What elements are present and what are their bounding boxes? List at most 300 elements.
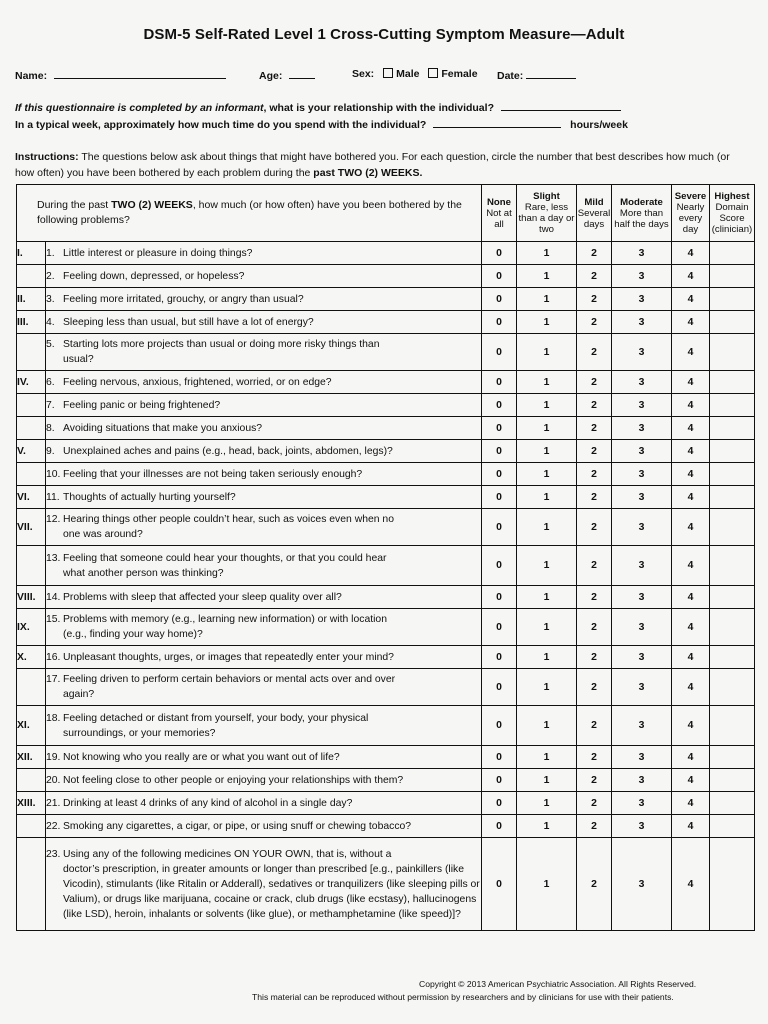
- domain-label: [17, 394, 46, 417]
- question-text: Feeling nervous, anxious, frightened, worried, or on edge?: [63, 376, 332, 388]
- score-option-1[interactable]: 1: [517, 417, 577, 440]
- domain-score-cell[interactable]: [710, 417, 755, 440]
- question-row: [17, 669, 755, 706]
- domain-score-cell[interactable]: [710, 311, 755, 334]
- domain-label: [17, 463, 46, 486]
- score-option-4[interactable]: 4: [672, 669, 710, 706]
- instructions-label: Instructions:: [15, 151, 79, 163]
- question-cell: [46, 586, 482, 609]
- question-text: Drinking at least 4 drinks of any kind of alcohol in a single day?: [63, 797, 353, 809]
- score-option-0[interactable]: 0: [482, 706, 517, 746]
- domain-score-cell[interactable]: [710, 586, 755, 609]
- question-text: Hearing things other people couldn’t hear, such as voices even when no: [63, 514, 394, 525]
- score-option-1[interactable]: 1: [517, 546, 577, 586]
- date-label: Date:: [497, 70, 524, 82]
- hours-unit-label: hours/week: [570, 119, 628, 131]
- prompt-pre: During the past: [37, 199, 112, 211]
- question-cell: [46, 463, 482, 486]
- domain-score-cell[interactable]: [710, 334, 755, 371]
- domain-label: V.: [17, 440, 46, 463]
- score-option-1[interactable]: 1: [517, 440, 577, 463]
- sex-field: [352, 68, 478, 80]
- score-option-0[interactable]: 0: [482, 792, 517, 815]
- score-option-1[interactable]: 1: [517, 669, 577, 706]
- score-option-0[interactable]: 0: [482, 311, 517, 334]
- instructions-end: .: [419, 167, 423, 179]
- question-text: Smoking any cigarettes, a cigar, or pipe, or using snuff or chewing tobacco?: [63, 820, 412, 832]
- score-option-2[interactable]: 2: [577, 486, 612, 509]
- age-label: Age:: [259, 70, 283, 82]
- score-option-1[interactable]: 1: [517, 815, 577, 838]
- score-option-4[interactable]: 4: [672, 792, 710, 815]
- question-row: [17, 815, 755, 838]
- question-row: [17, 417, 755, 440]
- score-option-1[interactable]: 1: [517, 242, 577, 265]
- score-option-1[interactable]: 1: [517, 334, 577, 371]
- score-option-2[interactable]: 2: [577, 440, 612, 463]
- score-option-4[interactable]: 4: [672, 371, 710, 394]
- question-cell: [46, 546, 482, 586]
- question-text: Problems with memory (e.g., learning new information) or with location: [63, 614, 387, 625]
- score-option-0[interactable]: 0: [482, 288, 517, 311]
- domain-label: I.: [17, 242, 46, 265]
- header-title: Moderate: [620, 196, 663, 208]
- score-option-4[interactable]: 4: [672, 334, 710, 371]
- question-number: 11.: [46, 491, 60, 503]
- header-highest-domain-score: [710, 185, 755, 242]
- score-option-1[interactable]: 1: [517, 371, 577, 394]
- question-text: Feeling detached or distant from yourself, your body, your physical: [63, 712, 369, 724]
- score-option-4[interactable]: 4: [672, 646, 710, 669]
- question-text-continued: surroundings, or your memories?: [63, 727, 216, 739]
- domain-score-cell[interactable]: [710, 288, 755, 311]
- score-option-3[interactable]: 3: [612, 417, 672, 440]
- question-text: Avoiding situations that make you anxious?: [63, 422, 263, 434]
- score-option-2[interactable]: 2: [577, 463, 612, 486]
- male-label: Male: [396, 68, 420, 80]
- score-option-0[interactable]: 0: [482, 509, 517, 546]
- score-option-1[interactable]: 1: [517, 509, 577, 546]
- domain-score-cell[interactable]: [710, 669, 755, 706]
- domain-label: [17, 265, 46, 288]
- score-option-0[interactable]: 0: [482, 669, 517, 706]
- score-option-3[interactable]: 3: [612, 371, 672, 394]
- score-option-2[interactable]: 2: [577, 334, 612, 371]
- question-number: 1.: [46, 247, 55, 259]
- time-question-text: In a typical week, approximately how much time do you spend with the individual?: [15, 119, 427, 131]
- question-row: [17, 486, 755, 509]
- question-row: [17, 242, 755, 265]
- score-option-1[interactable]: 1: [517, 769, 577, 792]
- question-text: Little interest or pleasure in doing things?: [63, 247, 253, 259]
- question-row: [17, 334, 755, 371]
- score-option-2[interactable]: 2: [577, 646, 612, 669]
- score-option-0[interactable]: 0: [482, 546, 517, 586]
- score-option-4[interactable]: 4: [672, 486, 710, 509]
- question-row: [17, 586, 755, 609]
- permission-notice: This material can be reproduced without permission by researchers and by clinicians for use with their patients.: [252, 992, 674, 1002]
- question-row: [17, 609, 755, 646]
- question-cell: [46, 509, 482, 546]
- score-option-0[interactable]: 0: [482, 394, 517, 417]
- score-option-2[interactable]: 2: [577, 265, 612, 288]
- domain-score-cell[interactable]: [710, 815, 755, 838]
- instructions-emphasis: past TWO (2) WEEKS: [313, 167, 420, 179]
- domain-score-cell[interactable]: [710, 265, 755, 288]
- table-prompt: [17, 185, 482, 242]
- informant-time-line: [15, 117, 628, 131]
- score-option-3[interactable]: 3: [612, 334, 672, 371]
- instructions: [15, 149, 750, 181]
- score-option-1[interactable]: 1: [517, 706, 577, 746]
- header-mild: [577, 185, 612, 242]
- domain-score-cell[interactable]: [710, 463, 755, 486]
- question-text: Unpleasant thoughts, urges, or images that repeatedly enter your mind?: [63, 651, 394, 663]
- score-option-0[interactable]: 0: [482, 586, 517, 609]
- question-cell: [46, 769, 482, 792]
- domain-label: IV.: [17, 371, 46, 394]
- domain-label: VIII.: [17, 586, 46, 609]
- score-option-4[interactable]: 4: [672, 288, 710, 311]
- score-option-3[interactable]: 3: [612, 242, 672, 265]
- question-cell: [46, 706, 482, 746]
- domain-label: [17, 546, 46, 586]
- sex-label: Sex:: [352, 68, 375, 80]
- female-option[interactable]: [428, 68, 477, 80]
- question-cell: [46, 669, 482, 706]
- score-option-4[interactable]: 4: [672, 746, 710, 769]
- domain-score-cell[interactable]: [710, 792, 755, 815]
- domain-score-cell[interactable]: [710, 706, 755, 746]
- header-subtitle: Rare, less than a day or two: [518, 202, 575, 235]
- question-number: 4.: [46, 316, 55, 328]
- header-subtitle: Nearly every day: [676, 202, 705, 235]
- question-number: 14.: [46, 591, 61, 603]
- question-cell: [46, 792, 482, 815]
- header-subtitle: Not at all: [486, 207, 512, 230]
- question-text: Unexplained aches and pains (e.g., head, back, joints, abdomen, legs)?: [63, 445, 393, 457]
- question-row: [17, 265, 755, 288]
- score-option-3[interactable]: 3: [612, 440, 672, 463]
- header-subtitle: Several days: [577, 207, 611, 230]
- score-option-4[interactable]: 4: [672, 769, 710, 792]
- question-text: Starting lots more projects than usual or doing more risky things than: [63, 339, 380, 350]
- score-option-2[interactable]: 2: [577, 815, 612, 838]
- domain-label: XII.: [17, 746, 46, 769]
- score-option-3[interactable]: 3: [612, 288, 672, 311]
- domain-label: VII.: [17, 509, 46, 546]
- domain-label: VI.: [17, 486, 46, 509]
- score-option-0[interactable]: 0: [482, 265, 517, 288]
- informant-question-text: , what is your relationship with the individual?: [263, 102, 494, 114]
- question-cell: [46, 838, 482, 931]
- question-number: 20.: [46, 774, 61, 786]
- score-option-2[interactable]: 2: [577, 371, 612, 394]
- copyright-notice: Copyright © 2013 American Psychiatric Association. All Rights Reserved.: [419, 979, 697, 989]
- score-option-0[interactable]: 0: [482, 746, 517, 769]
- score-option-3[interactable]: 3: [612, 265, 672, 288]
- question-text: Feeling more irritated, grouchy, or angry than usual?: [63, 293, 304, 305]
- score-option-3[interactable]: 3: [612, 746, 672, 769]
- question-cell: [46, 288, 482, 311]
- domain-label: XIII.: [17, 792, 46, 815]
- domain-label: [17, 838, 46, 931]
- score-option-2[interactable]: 2: [577, 394, 612, 417]
- domain-score-cell[interactable]: [710, 394, 755, 417]
- score-option-3[interactable]: 3: [612, 463, 672, 486]
- score-option-3[interactable]: 3: [612, 646, 672, 669]
- score-option-0[interactable]: 0: [482, 242, 517, 265]
- score-option-1[interactable]: 1: [517, 792, 577, 815]
- domain-score-cell[interactable]: [710, 646, 755, 669]
- score-option-2[interactable]: 2: [577, 706, 612, 746]
- score-option-0[interactable]: 0: [482, 838, 517, 931]
- header-title: Highest: [714, 191, 750, 202]
- score-option-4[interactable]: 4: [672, 838, 710, 931]
- score-option-2[interactable]: 2: [577, 746, 612, 769]
- question-number: 23.: [46, 848, 61, 860]
- header-subtitle: Domain Score (clinician): [711, 202, 753, 235]
- question-row: [17, 546, 755, 586]
- score-option-2[interactable]: 2: [577, 311, 612, 334]
- score-option-4[interactable]: 4: [672, 509, 710, 546]
- domain-label: [17, 417, 46, 440]
- question-cell: [46, 440, 482, 463]
- question-number: 13.: [46, 552, 61, 564]
- question-number: 8.: [46, 422, 55, 434]
- score-option-4[interactable]: 4: [672, 311, 710, 334]
- question-number: 15.: [46, 614, 61, 625]
- domain-score-cell[interactable]: [710, 242, 755, 265]
- male-option[interactable]: [383, 68, 419, 80]
- question-number: 10.: [46, 468, 61, 480]
- question-cell: [46, 746, 482, 769]
- score-option-3[interactable]: 3: [612, 311, 672, 334]
- male-checkbox[interactable]: [383, 68, 393, 78]
- score-option-3[interactable]: 3: [612, 586, 672, 609]
- score-option-4[interactable]: 4: [672, 815, 710, 838]
- question-row: [17, 746, 755, 769]
- date-field[interactable]: [497, 68, 576, 82]
- relationship-blank[interactable]: [501, 100, 621, 111]
- score-option-2[interactable]: 2: [577, 242, 612, 265]
- question-cell: [46, 417, 482, 440]
- question-text: Feeling driven to perform certain behaviors or mental acts over and over: [63, 674, 396, 685]
- header-moderate: [612, 185, 672, 242]
- score-option-0[interactable]: 0: [482, 463, 517, 486]
- score-option-0[interactable]: 0: [482, 769, 517, 792]
- question-row: [17, 769, 755, 792]
- prompt-post: , how much (or how often) have you been bothered by the following problems?: [37, 199, 462, 226]
- score-option-0[interactable]: 0: [482, 334, 517, 371]
- question-text: Feeling that someone could hear your thoughts, or that you could hear: [63, 552, 387, 564]
- domain-score-cell[interactable]: [710, 609, 755, 646]
- score-option-4[interactable]: 4: [672, 394, 710, 417]
- question-text: Problems with sleep that affected your sleep quality over all?: [63, 591, 342, 603]
- score-option-0[interactable]: 0: [482, 440, 517, 463]
- question-text: Using any of the following medicines ON YOUR OWN, that is, without a: [63, 848, 392, 860]
- score-option-4[interactable]: 4: [672, 463, 710, 486]
- score-option-2[interactable]: 2: [577, 417, 612, 440]
- female-label: Female: [441, 68, 478, 80]
- score-option-2[interactable]: 2: [577, 586, 612, 609]
- score-option-4[interactable]: 4: [672, 706, 710, 746]
- score-option-4[interactable]: 4: [672, 440, 710, 463]
- question-text-continued: usual?: [63, 354, 94, 365]
- score-option-1[interactable]: 1: [517, 394, 577, 417]
- question-text-continued: (e.g., finding your way home)?: [63, 629, 203, 640]
- table-header-row: [17, 185, 755, 242]
- domain-score-cell[interactable]: [710, 486, 755, 509]
- question-cell: [46, 646, 482, 669]
- score-option-3[interactable]: 3: [612, 769, 672, 792]
- score-option-2[interactable]: 2: [577, 769, 612, 792]
- domain-label: III.: [17, 311, 46, 334]
- score-option-3[interactable]: 3: [612, 486, 672, 509]
- question-cell: [46, 311, 482, 334]
- name-field[interactable]: [15, 68, 226, 82]
- header-title: Slight: [533, 191, 560, 202]
- question-text: Feeling panic or being frightened?: [63, 399, 221, 411]
- question-text-continued: what another person was thinking?: [63, 567, 224, 579]
- question-number: 5.: [46, 339, 55, 350]
- score-option-0[interactable]: 0: [482, 486, 517, 509]
- header-severe: [672, 185, 710, 242]
- score-option-4[interactable]: 4: [672, 417, 710, 440]
- score-option-1[interactable]: 1: [517, 486, 577, 509]
- question-row: [17, 371, 755, 394]
- question-cell: [46, 815, 482, 838]
- domain-score-cell[interactable]: [710, 769, 755, 792]
- score-option-0[interactable]: 0: [482, 646, 517, 669]
- female-checkbox[interactable]: [428, 68, 438, 78]
- question-row: [17, 311, 755, 334]
- score-option-0[interactable]: 0: [482, 371, 517, 394]
- symptom-table: [16, 184, 755, 931]
- score-option-0[interactable]: 0: [482, 815, 517, 838]
- score-option-2[interactable]: 2: [577, 609, 612, 646]
- domain-score-cell[interactable]: [710, 746, 755, 769]
- question-text: Thoughts of actually hurting yourself?: [63, 491, 236, 503]
- domain-score-cell[interactable]: [710, 838, 755, 931]
- age-field[interactable]: [259, 68, 315, 82]
- header-subtitle: More than half the days: [614, 207, 669, 230]
- question-text: Sleeping less than usual, but still have a lot of energy?: [63, 316, 314, 328]
- score-option-3[interactable]: 3: [612, 792, 672, 815]
- header-title: None: [487, 196, 511, 208]
- domain-score-cell[interactable]: [710, 546, 755, 586]
- score-option-1[interactable]: 1: [517, 838, 577, 931]
- score-option-1[interactable]: 1: [517, 746, 577, 769]
- question-number: 16.: [46, 651, 61, 663]
- score-option-0[interactable]: 0: [482, 417, 517, 440]
- question-row: [17, 646, 755, 669]
- domain-label: [17, 334, 46, 371]
- domain-score-cell[interactable]: [710, 509, 755, 546]
- question-number: 9.: [46, 445, 55, 457]
- score-option-2[interactable]: 2: [577, 669, 612, 706]
- score-option-3[interactable]: 3: [612, 669, 672, 706]
- score-option-3[interactable]: 3: [612, 815, 672, 838]
- score-option-1[interactable]: 1: [517, 265, 577, 288]
- question-number: 2.: [46, 270, 55, 282]
- question-text: Feeling that your illnesses are not being taken seriously enough?: [63, 468, 363, 480]
- question-row: [17, 463, 755, 486]
- score-option-3[interactable]: 3: [612, 394, 672, 417]
- question-number: 17.: [46, 674, 61, 685]
- score-option-2[interactable]: 2: [577, 792, 612, 815]
- question-number: 6.: [46, 376, 55, 388]
- score-option-3[interactable]: 3: [612, 838, 672, 931]
- score-option-2[interactable]: 2: [577, 288, 612, 311]
- domain-score-cell[interactable]: [710, 371, 755, 394]
- score-option-2[interactable]: 2: [577, 509, 612, 546]
- score-option-3[interactable]: 3: [612, 609, 672, 646]
- score-option-1[interactable]: 1: [517, 646, 577, 669]
- question-row: [17, 288, 755, 311]
- score-option-2[interactable]: 2: [577, 546, 612, 586]
- question-row: [17, 706, 755, 746]
- score-option-4[interactable]: 4: [672, 609, 710, 646]
- score-option-3[interactable]: 3: [612, 509, 672, 546]
- domain-score-cell[interactable]: [710, 440, 755, 463]
- score-option-3[interactable]: 3: [612, 546, 672, 586]
- score-option-1[interactable]: 1: [517, 463, 577, 486]
- domain-label: IX.: [17, 609, 46, 646]
- page-title: DSM-5 Self-Rated Level 1 Cross-Cutting Symptom Measure—Adult: [143, 26, 625, 43]
- question-text: Feeling down, depressed, or hopeless?: [63, 270, 245, 282]
- name-blank[interactable]: [54, 68, 226, 79]
- question-number: 3.: [46, 293, 55, 305]
- score-option-4[interactable]: 4: [672, 265, 710, 288]
- score-option-1[interactable]: 1: [517, 288, 577, 311]
- question-row: [17, 838, 755, 931]
- score-option-1[interactable]: 1: [517, 609, 577, 646]
- domain-label: XI.: [17, 706, 46, 746]
- question-cell: [46, 334, 482, 371]
- question-cell: [46, 242, 482, 265]
- score-option-2[interactable]: 2: [577, 838, 612, 931]
- question-text-continued: again?: [63, 689, 95, 700]
- question-text-continued: one was around?: [63, 529, 143, 540]
- question-row: [17, 394, 755, 417]
- question-cell: [46, 371, 482, 394]
- header-none: [482, 185, 517, 242]
- question-number: 12.: [46, 514, 61, 525]
- informant-italic-text: If this questionnaire is completed by an informant: [15, 102, 264, 114]
- score-option-1[interactable]: 1: [517, 586, 577, 609]
- hours-blank[interactable]: [433, 117, 561, 128]
- header-title: Severe: [674, 191, 707, 202]
- date-blank[interactable]: [526, 68, 576, 79]
- question-text: Not knowing who you really are or what you want out of life?: [63, 751, 340, 763]
- score-option-3[interactable]: 3: [612, 706, 672, 746]
- question-cell: [46, 394, 482, 417]
- score-option-1[interactable]: 1: [517, 311, 577, 334]
- score-option-0[interactable]: 0: [482, 609, 517, 646]
- age-blank[interactable]: [289, 68, 315, 79]
- score-option-4[interactable]: 4: [672, 546, 710, 586]
- question-number: 21.: [46, 797, 61, 809]
- question-number: 18.: [46, 712, 61, 724]
- score-option-4[interactable]: 4: [672, 242, 710, 265]
- prompt-bold: TWO (2) WEEKS: [111, 199, 193, 211]
- domain-label: [17, 769, 46, 792]
- header-title: Mild: [584, 196, 604, 208]
- question-row: [17, 440, 755, 463]
- score-option-4[interactable]: 4: [672, 586, 710, 609]
- question-row: [17, 792, 755, 815]
